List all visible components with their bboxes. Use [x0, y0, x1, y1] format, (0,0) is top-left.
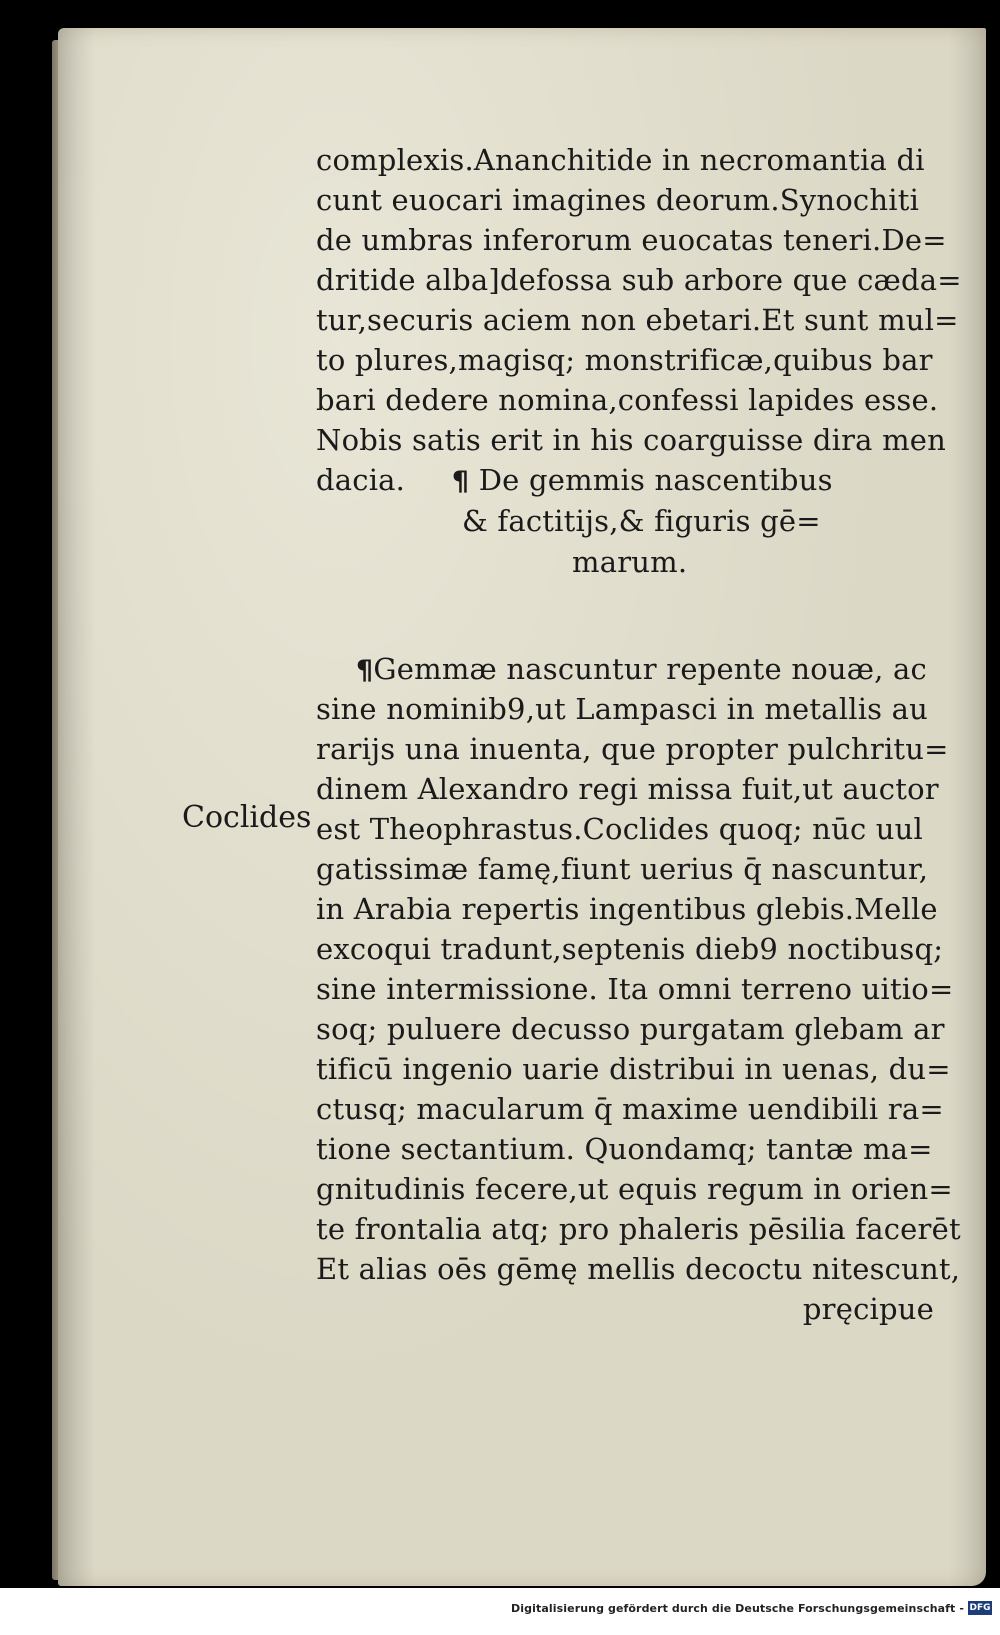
body-line-10: soq; puluere decusso purgatam glebam ar — [316, 1012, 945, 1046]
text-line-8: Nobis satis erit in his coarguisse dira men — [316, 423, 947, 457]
body-line-14: gnitudinis fecere,ut equis regum in orien= — [316, 1172, 953, 1206]
text-block — [316, 140, 962, 1329]
text-line-3: de umbras inferorum euocatas teneri.De= — [316, 223, 947, 257]
footer-credit: Digitalisierung gefördert durch die Deutsche Forschungsgemeinschaft - — [511, 1602, 964, 1615]
section-gap — [316, 583, 956, 649]
body-line-15: te frontalia atq; pro phaleris pēsilia facerēt — [316, 1212, 961, 1246]
scan-border — [986, 0, 1000, 1635]
body-line-9: sine intermissione. Ita omni terreno uitio= — [316, 972, 954, 1006]
body-line-4: dinem Alexandro regi missa fuit,ut auctor — [316, 772, 939, 806]
section-heading-text-2: & factitijs,& figuris gē= — [462, 504, 821, 538]
section-heading-line-1 — [316, 460, 956, 501]
body-line-8: excoqui tradunt,septenis dieb9 noctibusq; — [316, 932, 944, 966]
body-line-1-text: Gemmæ nascuntur repente nouæ, ac — [373, 652, 927, 686]
body-line-1 — [316, 649, 956, 689]
body-line-16: Et alias oēs gēmę mellis decoctu nitescunt, — [316, 1252, 961, 1286]
section-heading-line-3 — [316, 542, 956, 583]
pilcrow-icon: ¶ — [356, 655, 374, 686]
body-line-2: sine nominib9,ut Lampasci in metallis au — [316, 692, 929, 726]
body-line-12: ctusq; macularum q̄ maxime uendibili ra= — [316, 1092, 944, 1126]
body-line-3: rarijs una inuenta, que propter pulchritu= — [316, 732, 949, 766]
pilcrow-icon: ¶ — [451, 466, 470, 497]
catchword: pręcipue — [802, 1292, 934, 1326]
text-line-2: cunt euocari imagines deorum.Synochiti — [316, 183, 920, 217]
body-line-13: tione sectantium. Quondamq; tantæ ma= — [316, 1132, 933, 1166]
text-line-7: bari dedere nomina,confessi lapides esse. — [316, 383, 939, 417]
section-heading-line-2 — [316, 501, 956, 542]
section-heading-text-1: De gemmis nascentibus — [478, 463, 833, 497]
text-line-4: dritide alba]defossa sub arbore que cæda= — [316, 263, 962, 297]
body-line-7: in Arabia repertis ingentibus glebis.Melle — [316, 892, 938, 926]
footer-bar — [0, 1588, 1000, 1635]
text-line-6: to plures,magisq; monstrificæ,quibus bar — [316, 343, 933, 377]
heading-prefix: dacia. — [316, 463, 406, 497]
body-line-11: tificū ingenio uarie distribui in uenas, du= — [316, 1052, 951, 1086]
text-line-1: complexis.Ananchitide in necromantia di — [316, 143, 925, 177]
body-line-5: est Theophrastus.Coclides quoq; nūc uul — [316, 812, 924, 846]
margin-note: Coclides — [182, 800, 312, 835]
dfg-logo-icon: DFG — [969, 1603, 991, 1613]
body-line-6: gatissimæ famę,fiunt uerius q̄ nascuntur, — [316, 852, 929, 886]
section-heading-text-3: marum. — [572, 545, 688, 579]
text-line-5: tur,securis aciem non ebetari.Et sunt mul= — [316, 303, 959, 337]
